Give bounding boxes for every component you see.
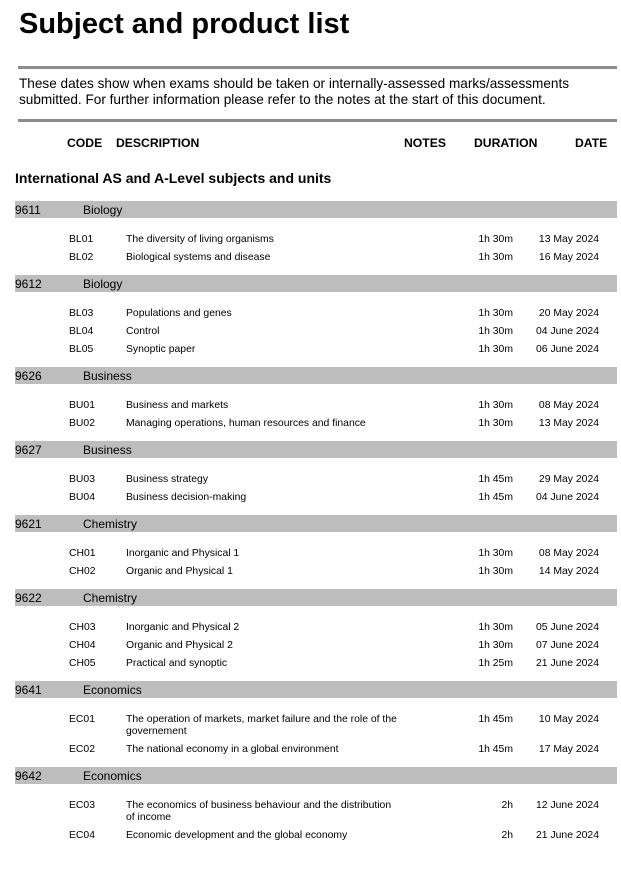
unit-date: 08 May 2024	[538, 548, 599, 559]
unit-code: EC01	[69, 714, 95, 725]
unit-row	[0, 830, 621, 848]
column-header-date: DATE	[575, 136, 608, 150]
unit-date: 07 June 2024	[536, 640, 599, 651]
subject-name: Chemistry	[83, 517, 138, 531]
unit-description: The diversity of living organisms	[126, 234, 274, 245]
unit-date: 16 May 2024	[538, 252, 599, 263]
unit-code: EC02	[69, 744, 95, 755]
subject-code: 9627	[15, 443, 42, 457]
unit-row	[0, 548, 621, 566]
subject-header-bar	[15, 589, 617, 606]
unit-description: Business and markets	[126, 400, 229, 411]
unit-duration: 1h 30m	[478, 344, 513, 355]
subject-name: Chemistry	[83, 591, 138, 605]
unit-date: 08 May 2024	[538, 400, 599, 411]
unit-duration: 1h 30m	[478, 566, 513, 577]
unit-date: 13 May 2024	[538, 418, 599, 429]
unit-date: 13 May 2024	[538, 234, 599, 245]
subject-header-bar	[15, 515, 617, 532]
unit-code: CH04	[69, 640, 96, 651]
unit-date: 04 June 2024	[536, 492, 599, 503]
unit-description: Economic development and the global economy	[126, 830, 348, 841]
column-header-duration: DURATION	[474, 136, 538, 150]
subject-name: Business	[83, 443, 132, 457]
subject-group	[0, 275, 621, 367]
page-title: Subject and product list	[19, 8, 350, 40]
unit-date: 21 June 2024	[536, 830, 599, 841]
unit-description: Business decision-making	[126, 492, 247, 503]
subject-name: Biology	[83, 277, 123, 291]
subject-code: 9641	[15, 683, 42, 697]
unit-code: EC03	[69, 800, 95, 811]
unit-description: Inorganic and Physical 2	[126, 622, 240, 633]
unit-row	[0, 400, 621, 418]
subject-group	[0, 515, 621, 589]
unit-code: CH03	[69, 622, 96, 633]
unit-date: 10 May 2024	[538, 714, 599, 725]
unit-description: Practical and synoptic	[126, 658, 228, 669]
unit-duration: 1h 30m	[478, 252, 513, 263]
unit-date: 04 June 2024	[536, 326, 599, 337]
unit-code: BL04	[69, 326, 94, 337]
unit-row	[0, 344, 621, 362]
unit-duration: 1h 30m	[478, 400, 513, 411]
unit-description: Synoptic paper	[126, 344, 196, 355]
unit-list	[0, 458, 621, 515]
subject-list	[0, 201, 621, 853]
subject-group	[0, 589, 621, 681]
unit-duration: 1h 30m	[478, 326, 513, 337]
column-header-code: CODE	[67, 136, 103, 150]
subject-group	[0, 767, 621, 853]
unit-duration: 1h 30m	[478, 548, 513, 559]
unit-row	[0, 326, 621, 344]
unit-duration: 1h 30m	[478, 418, 513, 429]
unit-row	[0, 658, 621, 676]
unit-row	[0, 622, 621, 640]
unit-code: BU03	[69, 474, 95, 485]
unit-list	[0, 384, 621, 441]
unit-duration: 1h 45m	[478, 474, 513, 485]
unit-row	[0, 744, 621, 762]
unit-date: 29 May 2024	[538, 474, 599, 485]
subject-code: 9626	[15, 369, 42, 383]
unit-date: 20 May 2024	[538, 308, 599, 319]
unit-duration: 1h 25m	[478, 658, 513, 669]
subject-header-bar	[15, 275, 617, 292]
unit-code: EC04	[69, 830, 95, 841]
column-header-description: DESCRIPTION	[116, 136, 200, 150]
unit-date: 21 June 2024	[536, 658, 599, 669]
unit-duration: 2h	[501, 800, 513, 811]
section-title: International AS and A-Level subjects and units	[15, 170, 332, 186]
unit-row	[0, 234, 621, 252]
unit-description: The national economy in a global environment	[126, 744, 339, 755]
unit-row	[0, 566, 621, 584]
unit-date: 06 June 2024	[536, 344, 599, 355]
subject-header-bar	[15, 441, 617, 458]
unit-list	[0, 784, 621, 853]
subject-name: Biology	[83, 203, 123, 217]
unit-row	[0, 640, 621, 658]
unit-description: Inorganic and Physical 1	[126, 548, 240, 559]
subject-name: Economics	[83, 769, 142, 783]
unit-row	[0, 492, 621, 510]
subject-group	[0, 441, 621, 515]
unit-duration: 1h 30m	[478, 640, 513, 651]
unit-description: Organic and Physical 2	[126, 640, 233, 651]
unit-description: The economics of business behaviour and the distribution of income	[126, 800, 392, 823]
unit-duration: 1h 45m	[478, 714, 513, 725]
unit-description: Biological systems and disease	[126, 252, 271, 263]
column-header-notes: NOTES	[404, 136, 446, 150]
unit-list	[0, 292, 621, 367]
unit-list	[0, 698, 621, 767]
unit-duration: 1h 45m	[478, 744, 513, 755]
subject-code: 9622	[15, 591, 42, 605]
unit-row	[0, 252, 621, 270]
unit-description: Populations and genes	[126, 308, 232, 319]
subject-code: 9621	[15, 517, 42, 531]
unit-duration: 2h	[501, 830, 513, 841]
unit-code: BL05	[69, 344, 94, 355]
unit-row	[0, 714, 621, 744]
subject-group	[0, 681, 621, 767]
unit-description: The operation of markets, market failure and the role of the governement	[126, 714, 397, 737]
unit-duration: 1h 45m	[478, 492, 513, 503]
subject-header-bar	[15, 367, 617, 384]
unit-duration: 1h 30m	[478, 308, 513, 319]
unit-duration: 1h 30m	[478, 234, 513, 245]
unit-date: 17 May 2024	[538, 744, 599, 755]
unit-description: Business strategy	[126, 474, 209, 485]
unit-code: BL02	[69, 252, 94, 263]
subject-header-bar	[15, 681, 617, 698]
unit-code: CH05	[69, 658, 96, 669]
unit-row	[0, 308, 621, 326]
unit-code: BL01	[69, 234, 94, 245]
subject-group	[0, 367, 621, 441]
subject-name: Business	[83, 369, 132, 383]
bottom-divider	[18, 119, 617, 122]
unit-row	[0, 418, 621, 436]
top-divider	[18, 66, 617, 69]
unit-row	[0, 800, 621, 830]
subject-name: Economics	[83, 683, 142, 697]
unit-code: BL03	[69, 308, 94, 319]
subject-header-bar	[15, 767, 617, 784]
unit-code: CH01	[69, 548, 96, 559]
unit-code: CH02	[69, 566, 96, 577]
unit-date: 05 June 2024	[536, 622, 599, 633]
subject-code: 9612	[15, 277, 42, 291]
unit-row	[0, 474, 621, 492]
unit-code: BU02	[69, 418, 95, 429]
subject-header-bar	[15, 201, 617, 218]
intro-text: These dates show when exams should be taken or internally-assessed marks/assessments submitted. For further information please refer to the notes at the start of this document.	[19, 76, 570, 107]
subject-group	[0, 201, 621, 275]
unit-list	[0, 606, 621, 681]
subject-code: 9642	[15, 769, 42, 783]
unit-list	[0, 218, 621, 275]
unit-description: Control	[126, 326, 160, 337]
unit-description: Organic and Physical 1	[126, 566, 233, 577]
unit-list	[0, 532, 621, 589]
unit-code: BU04	[69, 492, 95, 503]
unit-code: BU01	[69, 400, 95, 411]
unit-description: Managing operations, human resources and finance	[126, 418, 366, 429]
subject-code: 9611	[15, 203, 41, 217]
unit-date: 14 May 2024	[538, 566, 599, 577]
unit-duration: 1h 30m	[478, 622, 513, 633]
unit-date: 12 June 2024	[536, 800, 599, 811]
